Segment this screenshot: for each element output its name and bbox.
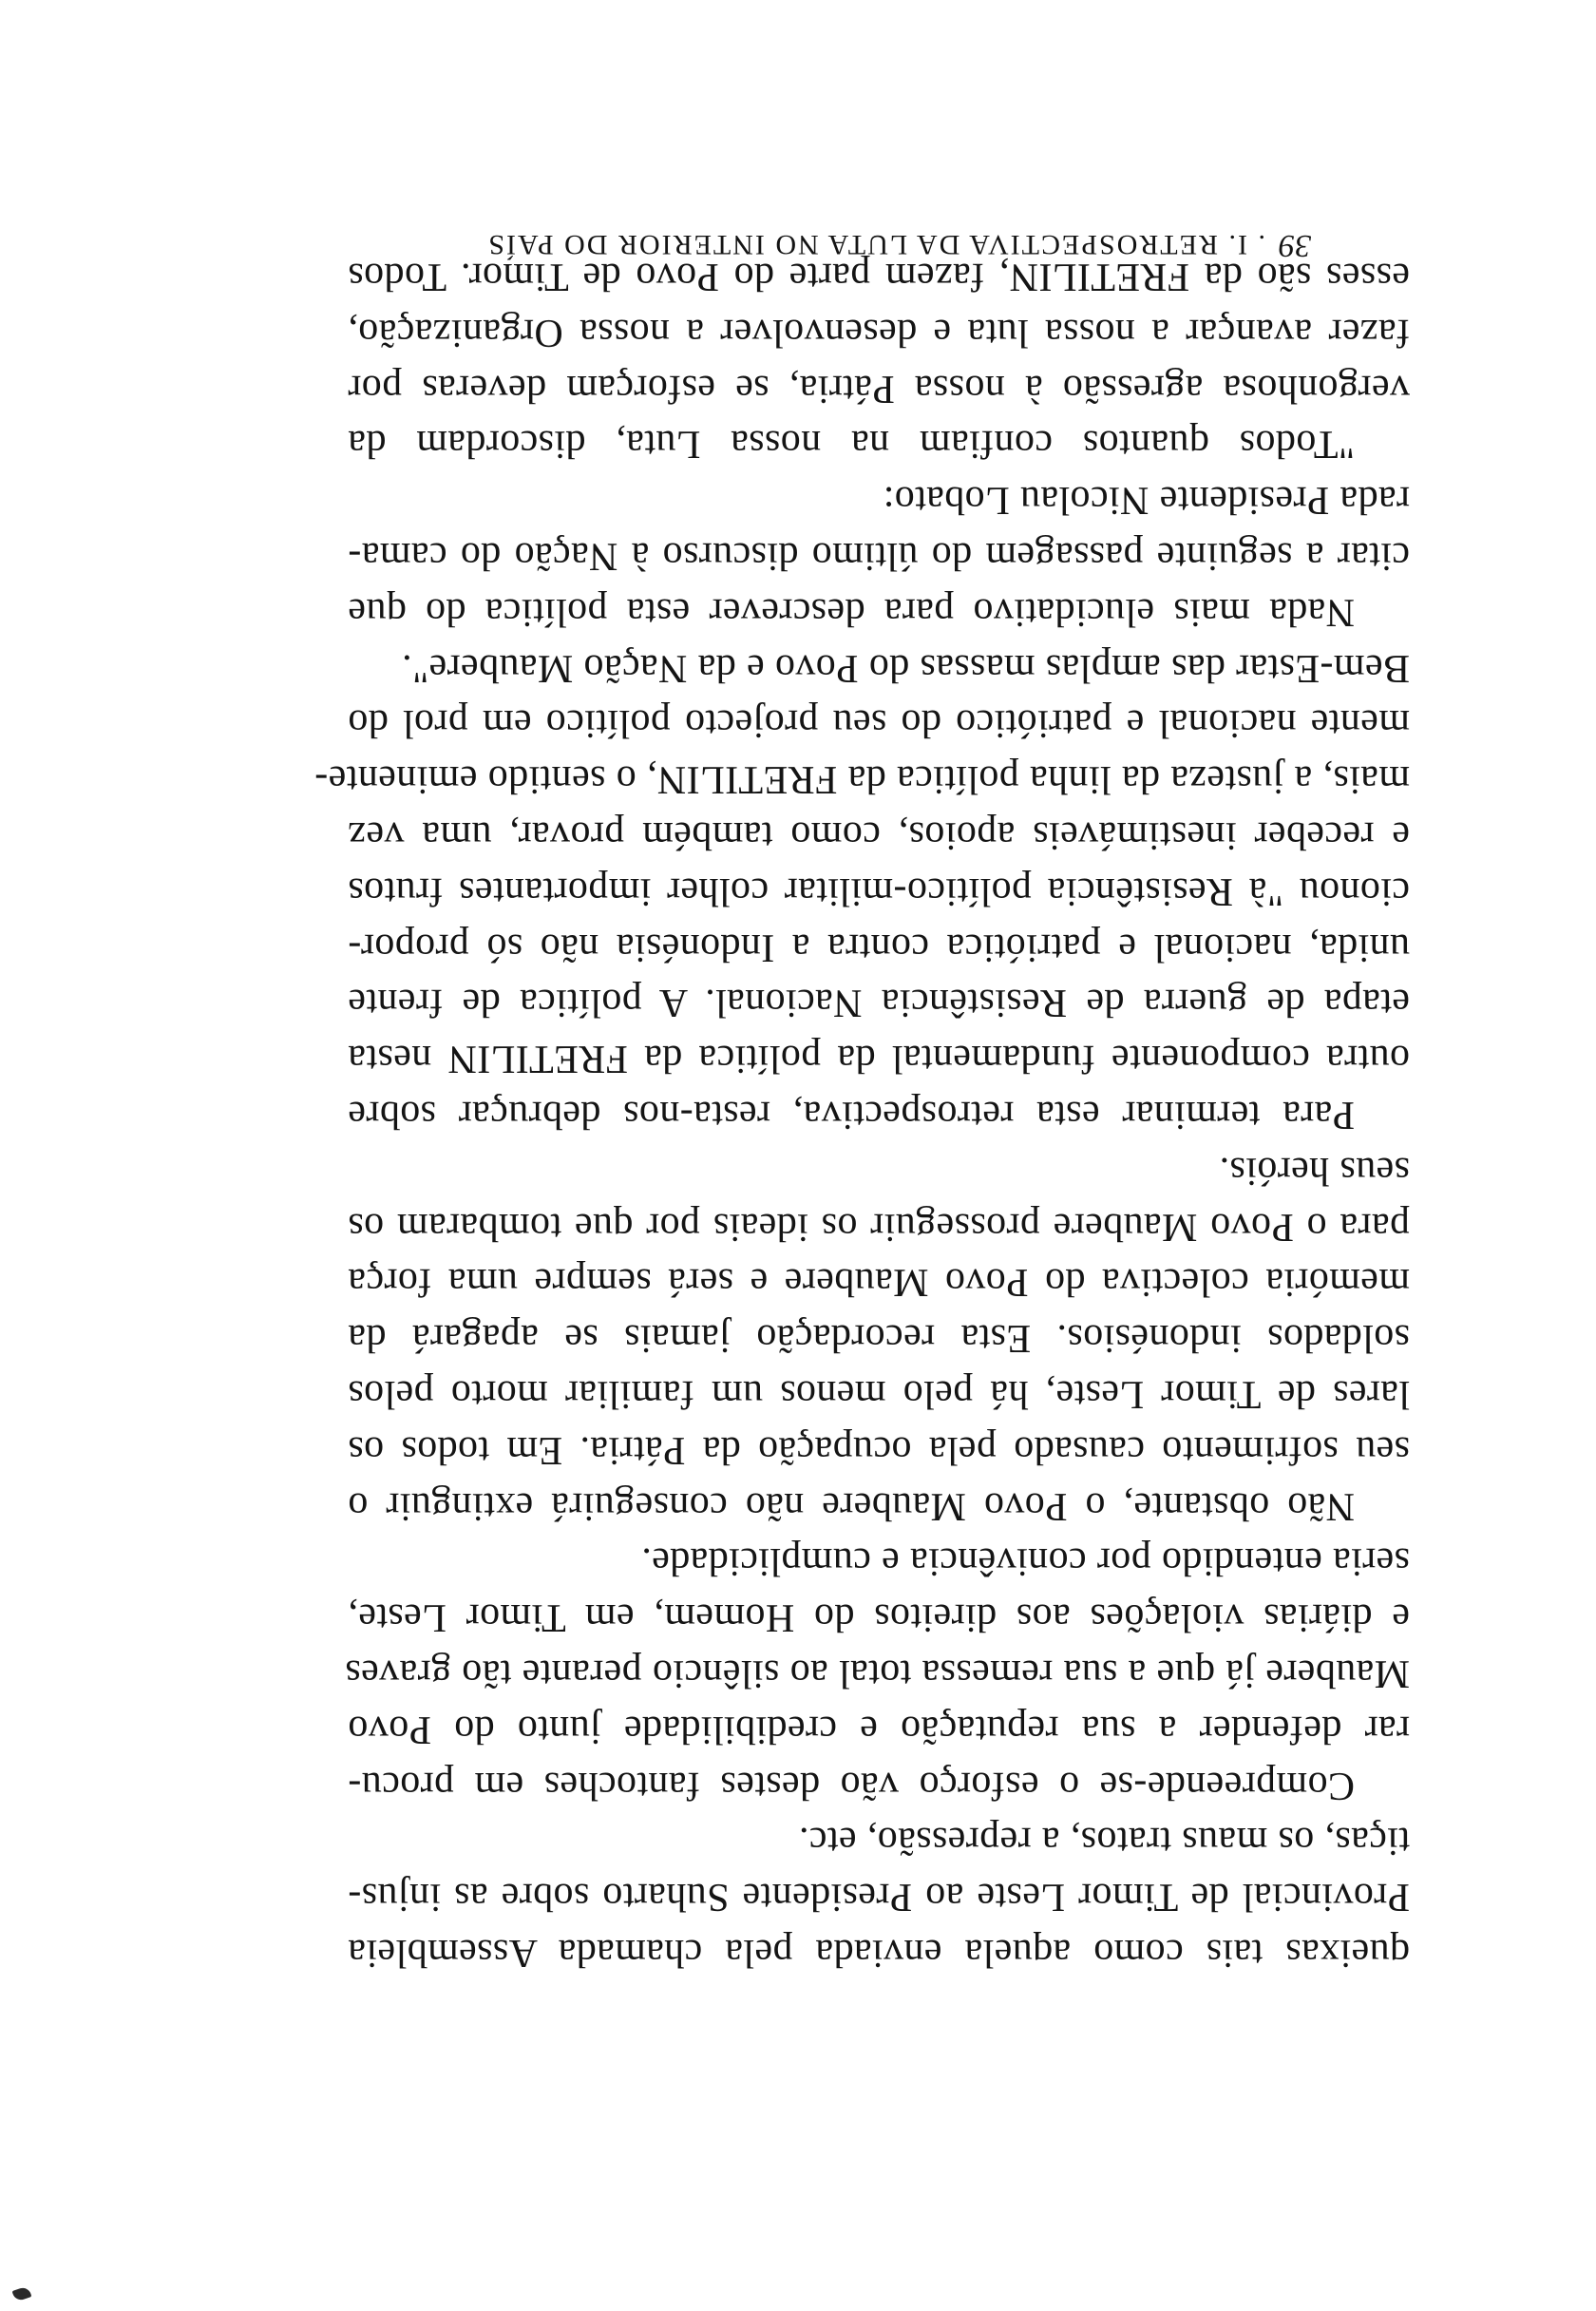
text-line: memória colectiva do Povo Maubere e será sempre uma força xyxy=(348,1260,1410,1305)
text-line: Maubere já que a sua remessa total ao silêncio perante tão graves xyxy=(344,1652,1410,1696)
text-line: vergonhosa agressão à nossa Pátria, se esforçam deveras por xyxy=(348,366,1410,411)
text-line: cionou "à Resistência político-militar colher importantes frutos xyxy=(348,869,1410,913)
text-line: seus heróis. xyxy=(1219,1148,1410,1193)
text-line: mente nacional e patriótico do seu projecto político em prol do xyxy=(348,701,1410,746)
text-line: unida, nacional e patriótica contra a Indonésia não só propor- xyxy=(348,925,1410,969)
text-line: seria entendido por conivência e cumplicidade. xyxy=(640,1539,1410,1584)
text-line: seu sofrimento causado pela ocupação da Pátria. Em todos os xyxy=(348,1427,1410,1472)
running-header xyxy=(276,227,1311,263)
text-line: e diárias violações aos direitos do Homem, em Timor Leste, xyxy=(348,1595,1410,1640)
text-line: rar defender a sua reputação e credibilidade junto do Povo xyxy=(348,1707,1410,1751)
text-line: Provincial de Timor Leste ao Presidente Suharto sobre as injus- xyxy=(348,1875,1410,1919)
text-line: fazer avançar a nossa luta e desenvolver a nossa Organização, xyxy=(348,310,1410,354)
text-line: soldados indonésios. Esta recordação jamais se apagará da xyxy=(348,1316,1410,1361)
paragraph-first-line: Compreende-se o esforço vão destes fantoches em procu- xyxy=(348,1763,1355,1807)
text-line: para o Povo Maubere prosseguir os ideais por que tombaram os xyxy=(348,1204,1410,1249)
text-line: etapa de guerra de Resistência Nacional. A política de frente xyxy=(348,981,1410,1025)
text-line: e receber inestimáveis apoios, como também provar, uma vez xyxy=(348,813,1410,858)
paragraph-first-line: Para terminar esta retrospectiva, resta-nos debruçar sobre xyxy=(348,1093,1355,1137)
text-line: mais, a justeza da linha política da FRETILIN, o sentido eminente- xyxy=(314,757,1410,802)
page-number: 39 xyxy=(1279,228,1311,263)
text-line: rada Presidente Nicolau Lobato: xyxy=(883,478,1410,523)
text-line: citar a seguinte passagem do último discurso à Nação do cama- xyxy=(348,534,1410,579)
text-line: Bem-Estar das amplas massas do Povo e da Nação Maubere". xyxy=(401,645,1410,690)
text-line: esses são da FRETILIN, fazem parte do Povo de Timor. Todos xyxy=(348,255,1410,299)
text-line: tiças, os maus tratos, a repressão, etc. xyxy=(798,1819,1410,1863)
paragraph-first-line: Não obstante, o Povo Maubere não conseguirá extinguir o xyxy=(348,1483,1355,1528)
text-line: outra componente fundamental da política da FRETILIN nesta xyxy=(348,1037,1410,1081)
header-title: . I. RETROSPECTIVA DA LUTA NO INTERIOR DO PAÍS xyxy=(486,229,1265,260)
text-line: queixas tais como aquela enviada pela chamada Assembleia xyxy=(348,1931,1410,1975)
text-line: lares de Timor Leste, há pelo menos um familiar morto pelos xyxy=(348,1372,1410,1417)
paragraph-first-line: Nada mais elucidativo para descrever esta política do que xyxy=(348,589,1355,634)
body-text xyxy=(314,248,1410,1980)
quote-first-line: "Todos quantos confiam na nossa Luta, discordam da xyxy=(348,422,1355,467)
